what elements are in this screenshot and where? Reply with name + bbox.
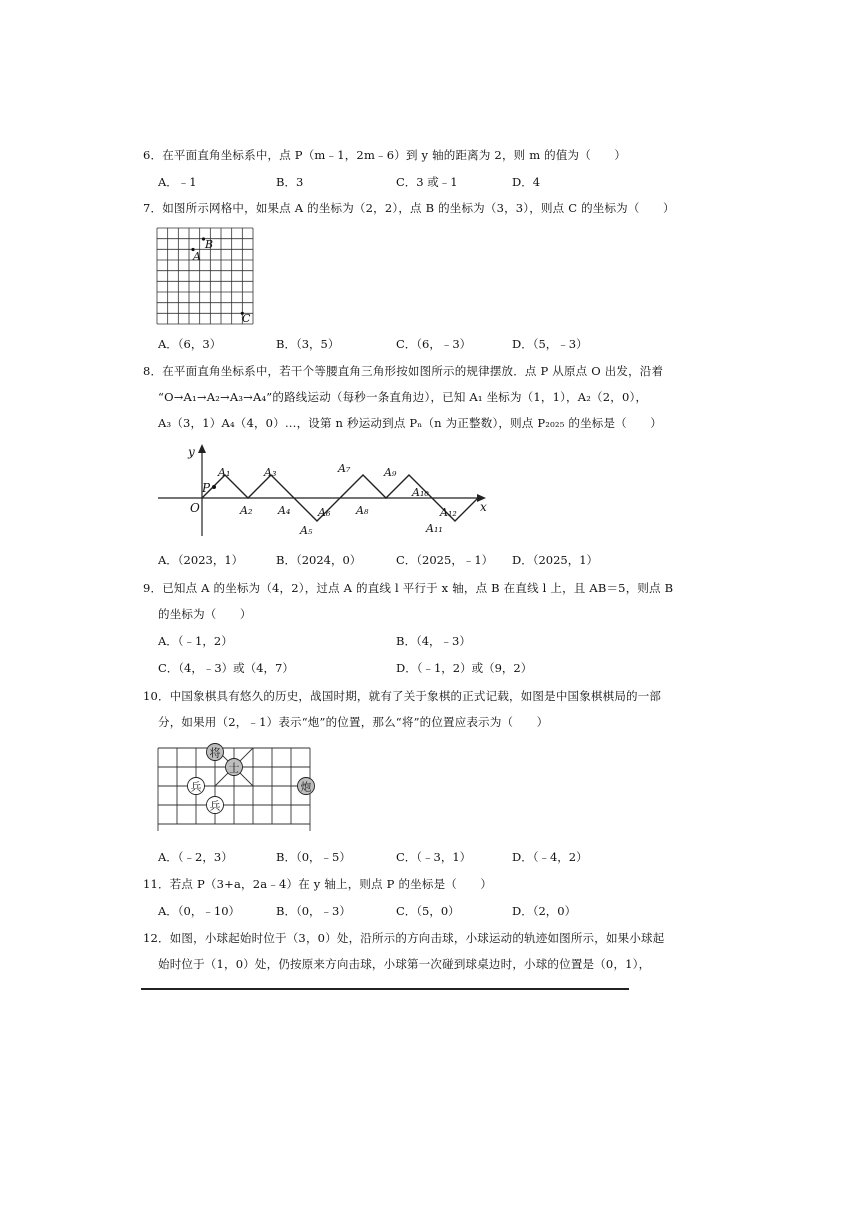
q11-stem: 11．若点 P（3+a，2a﹣4）在 y 轴上，则点 P 的坐标是（ ） <box>143 877 493 891</box>
q11-option-d: D．（2，0） <box>512 904 577 918</box>
q9-stem-line2: 的坐标为（ ） <box>158 607 252 621</box>
q8-label-a12: A₁₂ <box>440 506 457 519</box>
q9-option-a: A．（﹣1，2） <box>158 634 233 648</box>
q9-option-d: D．（﹣1，2）或（9，2） <box>396 661 533 675</box>
page-bottom-rule <box>141 988 629 990</box>
q8-option-a: A．（2023，1） <box>158 553 244 567</box>
q10-stem-line1: 10．中国象棋具有悠久的历史，战国时期，就有了关于象棋的正式记载，如图是中国象棋棋局的一部 <box>143 689 662 703</box>
q8-point-p <box>212 485 216 489</box>
svg-text:兵: 兵 <box>209 799 221 813</box>
q8-option-c: C．（2025，﹣1） <box>396 553 494 567</box>
svg-text:将: 将 <box>209 746 221 760</box>
q10-option-c: C．（﹣3，1） <box>396 850 472 864</box>
q7-option-d: D．（5，﹣3） <box>512 337 588 351</box>
q7-stem: 7．如图所示网格中，如果点 A 的坐标为（2，2），点 B 的坐标为（3，3），则点 C 的坐标为（ ） <box>143 201 675 215</box>
q12-stem-line1: 12．如图，小球起始时位于（3，0）处，沿所示的方向击球，小球运动的轨迹如图所示，如果小球起 <box>143 931 665 945</box>
q7-grid-figure <box>155 226 255 326</box>
q7-option-c: C．（6，﹣3） <box>396 337 472 351</box>
q6-option-d: D．4 <box>512 175 541 189</box>
q10-stem-line2: 分，如果用（2，﹣1）表示“炮”的位置，那么“将”的位置应表示为（ ） <box>158 715 549 729</box>
q8-label-a4: A₄ <box>278 504 291 517</box>
q8-label-a9: A₉ <box>384 466 397 479</box>
q8-zigzag-figure <box>150 440 495 540</box>
q8-label-a10: A₁₀ <box>412 486 429 499</box>
q8-option-b: B．（2024，0） <box>276 553 362 567</box>
q9-stem-line1: 9．已知点 A 的坐标为（4，2），过点 A 的直线 l 平行于 x 轴，点 B 在直线 l 上，且 AB＝5，则点 B <box>143 581 674 595</box>
q11-option-a: A．（0，﹣10） <box>158 904 241 918</box>
q8-label-a2: A₂ <box>240 504 253 517</box>
q7-option-b: B．（3，5） <box>276 337 340 351</box>
q6-option-a: A．﹣1 <box>158 175 197 189</box>
q6-stem: 6．在平面直角坐标系中，点 P（m﹣1，2m﹣6）到 y 轴的距离为 2，则 m 的值为（ ） <box>143 148 627 162</box>
svg-text:士: 士 <box>228 761 240 775</box>
q9-option-c: C．（4，﹣3）或（4，7） <box>158 661 294 675</box>
q8-label-p: P <box>202 481 211 495</box>
q10-piece-bing-bottom <box>207 797 224 814</box>
q8-label-a11: A₁₁ <box>426 522 443 535</box>
q8-stem-line2: “O→A₁→A₂→A₃→A₄”的路线运动（每秒一条直角边），已知 A₁ 坐标为（1，1），A₂（2，0）， <box>158 390 648 404</box>
q8-stem-line1: 8．在平面直角坐标系中，若干个等腰直角三角形按如图所示的规律摆放．点 P 从原点 O 出发，沿着 <box>143 364 664 378</box>
q10-option-d: D．（﹣4，2） <box>512 850 588 864</box>
q12-stem-line2: 始时位于（1，0）处，仍按原来方向击球，小球第一次碰到球桌边时，小球的位置是（0，1）， <box>158 957 651 971</box>
q10-piece-shi <box>226 759 243 776</box>
q8-stem-line3: A₃（3，1）A₄（4，0）…，设第 n 秒运动到点 Pₙ（n 为正整数），则点 P₂₀₂₅ 的坐标是（ ） <box>158 416 662 430</box>
q8-label-o: O <box>190 501 200 515</box>
q8-label-a5: A₅ <box>300 524 313 537</box>
q8-label-a7: A₇ <box>338 462 351 475</box>
q8-label-y: y <box>188 445 195 459</box>
q7-label-b: B <box>205 238 214 251</box>
q7-option-a: A．（6，3） <box>158 337 222 351</box>
q10-piece-jiang <box>207 744 224 761</box>
q8-label-a1: A₁ <box>218 466 231 479</box>
q8-label-x: x <box>480 500 487 514</box>
q6-option-b: B．3 <box>276 175 304 189</box>
q9-option-b: B．（4，﹣3） <box>396 634 471 648</box>
svg-text:炮: 炮 <box>300 780 312 794</box>
q7-label-c: C <box>242 312 251 325</box>
q7-label-a: A <box>193 250 201 263</box>
q10-option-b: B．（0，﹣5） <box>276 850 351 864</box>
q10-piece-pao <box>298 778 315 795</box>
q8-label-a6: A₆ <box>318 506 331 519</box>
q8-label-a8: A₈ <box>356 504 369 517</box>
q8-label-a3: A₃ <box>264 466 277 479</box>
q8-option-d: D．（2025，1） <box>512 553 599 567</box>
svg-text:兵: 兵 <box>190 780 202 794</box>
q11-option-c: C．（5，0） <box>396 904 460 918</box>
q10-chessboard-figure <box>152 740 318 834</box>
q10-piece-bing-left <box>188 778 205 795</box>
q11-option-b: B．（0，﹣3） <box>276 904 351 918</box>
q10-option-a: A．（﹣2，3） <box>158 850 233 864</box>
q6-option-c: C．3 或﹣1 <box>396 175 458 189</box>
